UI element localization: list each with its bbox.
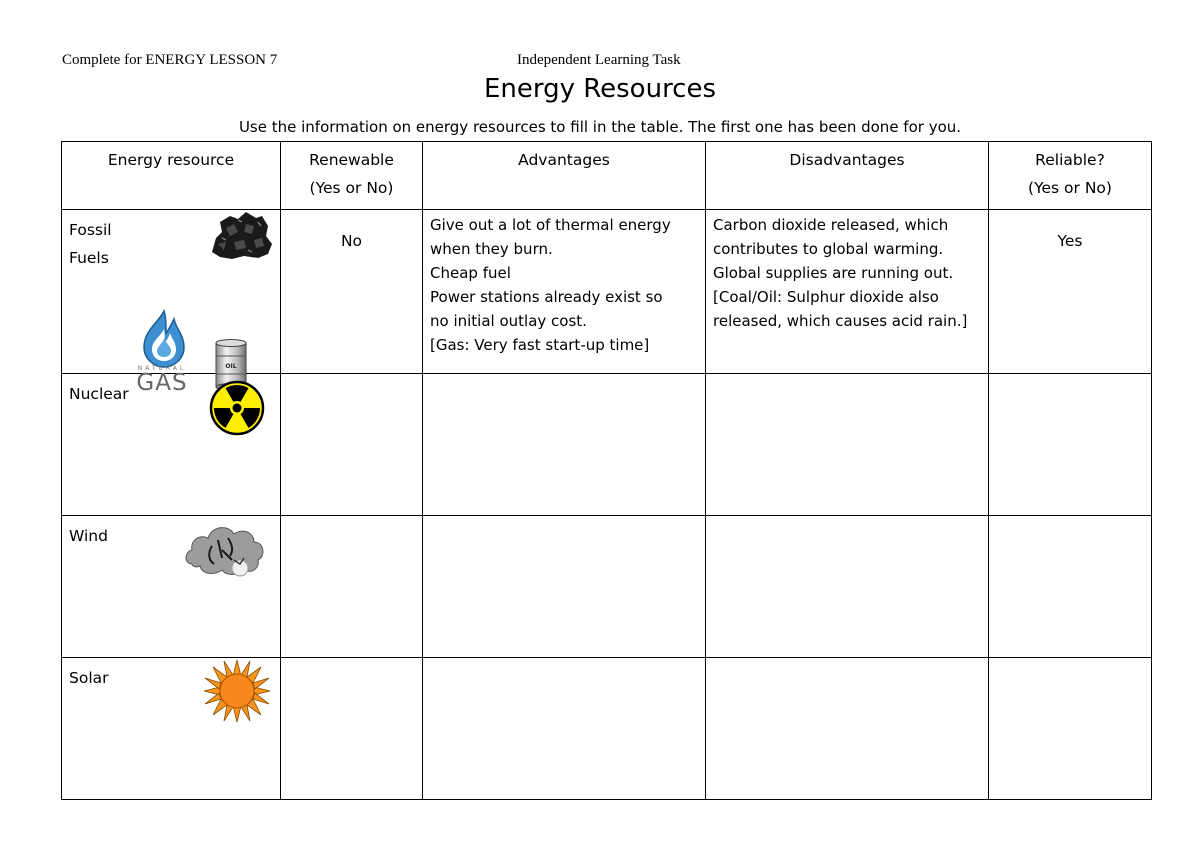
wind-cloud-icon — [182, 520, 268, 584]
renewable-cell[interactable] — [281, 516, 423, 658]
coal-icon — [208, 210, 274, 260]
col-header-resource: Energy resource — [62, 142, 281, 210]
table-header-row — [62, 142, 1152, 210]
reliable-cell: Yes — [989, 210, 1152, 374]
disadvantages-cell[interactable] — [706, 658, 989, 800]
col-header-disadvantages: Disadvantages — [706, 142, 989, 210]
instructions: Use the information on energy resources to fill in the table. The first one has been done for you. — [238, 118, 962, 136]
table-row — [62, 516, 1152, 658]
advantages-cell[interactable] — [423, 374, 706, 516]
disadvantages-cell: Carbon dioxide released, which contributes to global warming. Global supplies are running out. [Coal/Oil: Sulphur dioxide also released, which causes acid rain.] — [706, 210, 989, 374]
resource-label: Nuclear — [69, 385, 129, 403]
reliable-cell[interactable] — [989, 374, 1152, 516]
resource-cell-solar — [62, 658, 281, 800]
reliable-cell[interactable] — [989, 658, 1152, 800]
resource-cell-nuclear — [62, 374, 281, 516]
resource-label: Solar — [69, 669, 109, 687]
advantages-cell: Give out a lot of thermal energy when they burn. Cheap fuel Power stations already exist so no initial outlay cost. [Gas: Very fast start-up time] — [423, 210, 706, 374]
page-title: Energy Resources — [483, 74, 717, 104]
radiation-icon — [209, 380, 265, 436]
resource-label: Fossil Fuels — [69, 221, 112, 267]
renewable-cell[interactable] — [281, 374, 423, 516]
reliable-cell[interactable] — [989, 516, 1152, 658]
gas-brand-small: NATURAL — [137, 365, 187, 372]
col-header-advantages: Advantages — [423, 142, 706, 210]
energy-table — [61, 141, 1152, 800]
disadvantages-cell[interactable] — [706, 516, 989, 658]
sun-icon — [202, 658, 272, 724]
resource-label: Wind — [69, 527, 108, 545]
disadvantages-cell[interactable] — [706, 374, 989, 516]
col-header-renewable: Renewable (Yes or No) — [281, 142, 423, 210]
header-lesson-note: Complete for ENERGY LESSON 7 — [62, 52, 278, 68]
renewable-cell[interactable] — [281, 658, 423, 800]
renewable-cell: No — [281, 210, 423, 374]
table-row — [62, 374, 1152, 516]
table-row — [62, 210, 1152, 374]
table-row — [62, 658, 1152, 800]
advantages-cell[interactable] — [423, 658, 706, 800]
col-header-reliable: Reliable? (Yes or No) — [989, 142, 1152, 210]
gas-brand-big: GAS — [136, 370, 188, 396]
advantages-cell[interactable] — [423, 516, 706, 658]
resource-cell-wind — [62, 516, 281, 658]
header-task-label: Independent Learning Task — [517, 52, 681, 68]
barrel-label: OIL — [225, 363, 237, 370]
